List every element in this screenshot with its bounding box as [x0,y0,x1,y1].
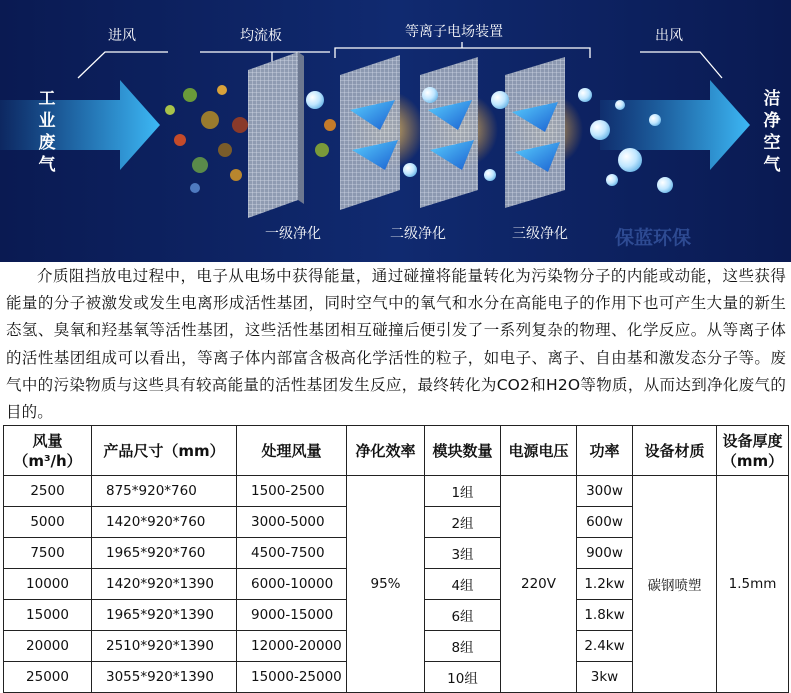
cell-thickness: 1.5mm [717,476,789,693]
cell-range: 9000-15000 [237,600,347,631]
cell-material: 碳钢喷塑 [633,476,717,693]
cell-airflow: 5000 [4,507,92,538]
svg-text:业: 业 [38,111,56,131]
process-diagram [0,0,791,262]
svg-text:洁: 洁 [763,89,781,109]
cell-power: 3kw [577,662,633,693]
cell-modules: 6组 [425,600,501,631]
svg-text:空: 空 [763,133,781,153]
svg-text:气: 气 [38,155,56,175]
cell-range: 4500-7500 [237,538,347,569]
cell-modules: 3组 [425,538,501,569]
cell-power: 1.2kw [577,569,633,600]
spec-table [3,425,789,693]
header-voltage: 电源电压 [501,426,577,476]
cell-range: 3000-5000 [237,507,347,538]
stage-label-3: 三级净化 [512,226,568,242]
cell-size: 1965*920*760 [92,538,237,569]
cell-modules: 2组 [425,507,501,538]
header-material: 设备材质 [633,426,717,476]
cell-modules: 1组 [425,476,501,507]
cell-airflow: 2500 [4,476,92,507]
description-paragraph: 介质阻挡放电过程中，电子从电场中获得能量，通过碰撞将能量转化为污染物分子的内能或动能，这些获得能量的分子被激发或发生电离形成活性基团，同时空气中的氧气和水分在高能电子的作用下也可产生大量的新生态氢、臭氧和羟基氧等活性基团，这些活性基团相互碰撞后便引发了一系列复杂的物理、化学反应。从等离子体的活性基团组成可以看出，等离子体内部富含极高化学活性的粒子，如电子、离子、自由基和激发态分子等。废气中的污染物质与这些具有较高能量的活性基团发生反应，最终转化为CO2和H2O等物质，从而达到净化废气的目的。 [6,267,786,422]
stage-label-1: 一级净化 [265,226,321,242]
cell-modules: 10组 [425,662,501,693]
cell-size: 3055*920*1390 [92,662,237,693]
cell-size: 2510*920*1390 [92,631,237,662]
cell-range: 1500-2500 [237,476,347,507]
cell-size: 1420*920*1390 [92,569,237,600]
table-row [4,476,789,507]
cell-modules: 4组 [425,569,501,600]
watermark-logo: 保蓝环保 [615,227,692,249]
header-efficiency: 净化效率 [347,426,425,476]
svg-text:净: 净 [763,111,781,131]
header-airflow: 风量（m³/h） [4,426,92,476]
cell-airflow: 7500 [4,538,92,569]
header-range: 处理风量 [237,426,347,476]
cell-power: 900w [577,538,633,569]
stage-label-2: 二级净化 [390,226,446,242]
cell-modules: 8组 [425,631,501,662]
cell-power: 1.8kw [577,600,633,631]
label-plasma: 等离子电场装置 [405,24,503,40]
baffle-plate [248,52,304,218]
cell-size: 1420*920*760 [92,507,237,538]
cell-size: 875*920*760 [92,476,237,507]
header-modules: 模块数量 [425,426,501,476]
svg-text:气: 气 [763,155,781,175]
cell-power: 300w [577,476,633,507]
cell-range: 12000-20000 [237,631,347,662]
cell-airflow: 15000 [4,600,92,631]
label-outlet: 出风 [655,28,683,44]
svg-text:工: 工 [38,89,56,109]
label-inlet: 进风 [108,28,136,44]
label-baffle: 均流板 [240,28,282,44]
cell-voltage: 220V [501,476,577,693]
cell-range: 15000-25000 [237,662,347,693]
table-header-row [4,426,789,476]
header-size: 产品尺寸（mm） [92,426,237,476]
header-thickness: 设备厚度（mm） [717,426,789,476]
cell-power: 2.4kw [577,631,633,662]
cell-size: 1965*920*1390 [92,600,237,631]
cell-airflow: 25000 [4,662,92,693]
cell-airflow: 10000 [4,569,92,600]
svg-text:废: 废 [38,133,56,153]
cell-range: 6000-10000 [237,569,347,600]
cell-power: 600w [577,507,633,538]
cell-efficiency: 95% [347,476,425,693]
header-power: 功率 [577,426,633,476]
cell-airflow: 20000 [4,631,92,662]
